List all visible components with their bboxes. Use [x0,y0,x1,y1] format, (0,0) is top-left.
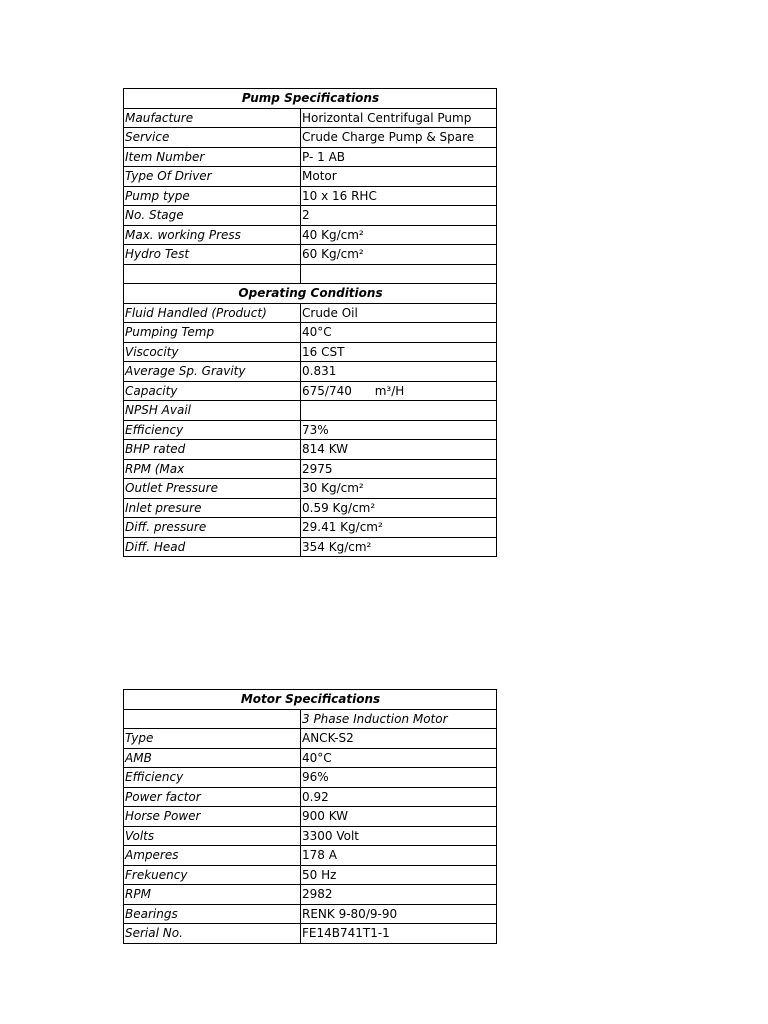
table-row [124,826,497,846]
empty-cell [124,264,301,284]
table-row [124,245,497,265]
row-label: No. Stage [124,206,301,226]
row-value: 354 Kg/cm² [301,537,497,557]
table-row [124,846,497,866]
row-value: Motor [301,167,497,187]
row-label: Horse Power [124,807,301,827]
row-label: RPM (Max [124,459,301,479]
row-value: 0.831 [301,362,497,382]
table-row [124,709,497,729]
row-label: Hydro Test [124,245,301,265]
table-row [124,128,497,148]
table-row [124,518,497,538]
row-value: 60 Kg/cm² [301,245,497,265]
table-row [124,768,497,788]
row-label: Outlet Pressure [124,479,301,499]
table-row [124,147,497,167]
motor-specifications-table [123,689,497,944]
table-title-row [124,284,497,304]
table-row [124,225,497,245]
row-label: AMB [124,748,301,768]
row-label: Diff. Head [124,537,301,557]
row-label: Max. working Press [124,225,301,245]
pump-specifications-table [123,88,497,557]
row-label: Diff. pressure [124,518,301,538]
row-value: 178 A [301,846,497,866]
row-label: Maufacture [124,108,301,128]
row-label: Pumping Temp [124,323,301,343]
motor-specifications-title: Motor Specifications [124,690,497,710]
row-label: Efficiency [124,768,301,788]
row-value: 2982 [301,885,497,905]
table-row [124,108,497,128]
row-label: Fluid Handled (Product) [124,303,301,323]
table-row [124,748,497,768]
row-label: Efficiency [124,420,301,440]
table-row [124,323,497,343]
row-label: Serial No. [124,924,301,944]
row-value: FE14B741T1-1 [301,924,497,944]
table-row [124,303,497,323]
table-row [124,420,497,440]
row-value: 50 Hz [301,865,497,885]
row-label [124,709,301,729]
motor-type-description: 3 Phase Induction Motor [301,709,497,729]
row-value: ANCK-S2 [301,729,497,749]
row-value: Crude Oil [301,303,497,323]
row-value: 30 Kg/cm² [301,479,497,499]
row-label: BHP rated [124,440,301,460]
row-label: Service [124,128,301,148]
empty-cell [301,264,497,284]
row-label: RPM [124,885,301,905]
row-value: Horizontal Centrifugal Pump [301,108,497,128]
row-value: 0.92 [301,787,497,807]
table-row [124,885,497,905]
row-value [301,401,497,421]
row-value: 0.59 Kg/cm² [301,498,497,518]
table-row [124,865,497,885]
row-label: Item Number [124,147,301,167]
row-label: NPSH Avail [124,401,301,421]
row-value: 675/740 m³/H [301,381,497,401]
row-label: Amperes [124,846,301,866]
row-label: Type [124,729,301,749]
row-label: Inlet presure [124,498,301,518]
table-row [124,904,497,924]
row-value: 96% [301,768,497,788]
row-label: Frekuency [124,865,301,885]
row-value: 40 Kg/cm² [301,225,497,245]
row-label: Bearings [124,904,301,924]
table-title-row [124,89,497,109]
row-value: 16 CST [301,342,497,362]
row-value: 2 [301,206,497,226]
row-value: 900 KW [301,807,497,827]
row-label: Average Sp. Gravity [124,362,301,382]
table-row [124,362,497,382]
row-value: RENK 9-80/9-90 [301,904,497,924]
table-row [124,342,497,362]
operating-conditions-title: Operating Conditions [124,284,497,304]
table-row [124,206,497,226]
table-row [124,186,497,206]
row-label: Pump type [124,186,301,206]
table-row [124,498,497,518]
table-row [124,787,497,807]
empty-row [124,264,497,284]
row-label: Capacity [124,381,301,401]
table-row [124,459,497,479]
table-row [124,167,497,187]
table-row [124,729,497,749]
row-value: 40°C [301,323,497,343]
table-row [124,537,497,557]
row-value: P- 1 AB [301,147,497,167]
row-value: 29.41 Kg/cm² [301,518,497,538]
table-row [124,440,497,460]
pump-specifications-title: Pump Specifications [124,89,497,109]
row-value: 73% [301,420,497,440]
row-label: Power factor [124,787,301,807]
row-value: 814 KW [301,440,497,460]
row-label: Volts [124,826,301,846]
row-value: 2975 [301,459,497,479]
table-row [124,381,497,401]
row-value: 40°C [301,748,497,768]
table-row [124,807,497,827]
row-label: Type Of Driver [124,167,301,187]
row-value: 3300 Volt [301,826,497,846]
table-row [124,401,497,421]
table-row [124,924,497,944]
table-title-row [124,690,497,710]
table-row [124,479,497,499]
row-value: Crude Charge Pump & Spare [301,128,497,148]
row-value: 10 x 16 RHC [301,186,497,206]
row-label: Viscocity [124,342,301,362]
